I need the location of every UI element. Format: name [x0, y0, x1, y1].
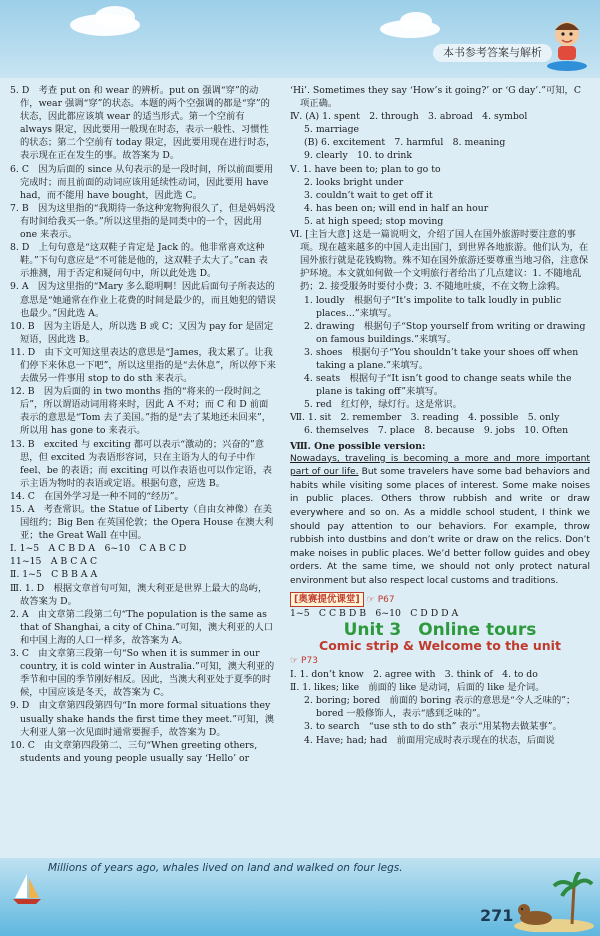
answer-item: 6. C 因为后面的 since 从句表示的是一段时间，所以前面要用完成时；而且前面的动词应该用延续性动词，因此要用 have had，而不能用 have bought，因此选 C。	[10, 163, 274, 201]
answer-item: 7. B 因为这里指的“我期待一条这种宠物狗很久了，但是妈妈没有时间给我买一条。”所以这里指的是同类中的一个，因此用 one 来表示。	[10, 202, 276, 241]
page-ref-icon: ☞	[366, 594, 375, 605]
page-number: 271	[480, 906, 514, 925]
answer-item: 12. B 因为后面的 in two months 指的“将来的一段时间之后”，所以谓语动词用将来时，因此 A 不对；而 C 和 D 前面表示的意思是“Tom 去了美国。”指的是“去了某地还未回来”，所以用 has gone to 来表示。	[10, 386, 272, 437]
answer-item: Ⅰ. 1. don’t know 2. agree with 3. think of 4. to do	[290, 669, 538, 681]
answer-item: 4. Have; had; had 前面用完成时表示现在的状态，后面说	[304, 734, 555, 746]
answer-item: 11~15 A B C A C	[10, 556, 98, 568]
answer-item: Ⅱ. 1~5 C B B A A	[10, 569, 98, 581]
footer-fun-fact: Millions of years ago, whales lived on land and walked on four legs.	[48, 862, 403, 874]
answer-item: Ⅳ. (A) 1. spent 2. through 3. abroad 4. symbol	[290, 111, 528, 123]
answer-item: Ⅲ. 1. D 根据文章首句可知，澳大利亚是世界上最大的岛屿，故答案为 D。	[10, 582, 268, 607]
left-answer-column	[10, 84, 276, 765]
answer-item: Ⅵ. [主旨大意] 这是一篇说明文，介绍了国人在国外旅游时要注意的事项。现在越来越多的中国人走出国门，到世界各地旅游。他们认为，在国外旅行就是花钱购物。殊不知在国外旅游还要尊重当地习俗，注意保护环境。本文就如何做一个文明旅行者给出了几点建议：1. 不随地乱扔；2. 接受服务时要付小费；3. 不随地吐痰，不在文物上涂鸦。	[290, 229, 589, 293]
answer-item: 8. D 上句句意是“这双鞋子肯定是 Jack 的。他非常喜欢这种鞋。”下句句意应是“不可能是他的，这双鞋子太大了。”can 表示推测，用于否定和疑问句中，所以此处选 D。	[10, 242, 268, 280]
answer-item: 11. D 由下文可知这里表达的意思是“James，我太累了。让我们停下来休息一下吧”，所以这里指的是“去休息”，所以停下来去做另一件事用 stop to do sth 来表示。	[10, 346, 276, 385]
page-header-title: 本书参考答案与解析	[433, 44, 552, 62]
answer-item: 9. D 由文章第四段第四句“In more formal situations they usually shake hands the first time they meet.”可知，澳大利亚人第一次见面时通常要握手，故答案为 D。	[10, 700, 275, 738]
answer-item: 9. A 因为这里指的“Mary 多么聪明啊！因此后面句子所表达的意思是“她通常在作业上花费的时间是最少的，而且她犯的错误也最少。”因此选 A。	[10, 281, 276, 319]
answer-item: 3. C 由文章第三段第一句“So when it is summer in our country, it is cold winter in Australia.”可知，澳大利亚的季节和中国的季节刚好相反。因此，当澳大利亚处于夏季的时候，中国应该是冬天，故答案为 C。	[10, 648, 275, 699]
olympiad-section	[290, 592, 590, 607]
olympiad-page-ref: P67	[377, 594, 395, 605]
answer-item: ‘Hi’. Sometimes they say ‘How’s it going?’ or ‘G day’.”可知，C 项正确。	[290, 85, 581, 110]
essay-heading: Ⅷ. One possible version:	[290, 440, 426, 452]
unit-title: Unit 3 Online tours	[343, 619, 537, 640]
answer-item: 1. loudly 根据句子“It’s impolite to talk loudly in public places...”来填写。	[304, 294, 562, 319]
answer-item: 3. to search “use sth to do sth” 表示“用某物去做某事”。	[304, 721, 562, 733]
answer-item: 13. B excited 与 exciting 都可以表示“激动的；兴奋的”意思，但 excited 为表语形容词，只在主语为人的句子中作 feel、be 的表语；而 exciting 可以作表语也可以作定语，表示主语为物时的表语或定语。根据句意，应选 B。	[10, 438, 272, 489]
unit-subtitle: Comic strip & Welcome to the unit	[319, 637, 561, 653]
answer-item: Ⅶ. 1. sit 2. remember 3. reading 4. possible 5. only	[290, 412, 560, 424]
cloud-decoration	[400, 12, 432, 30]
answer-item: 4. seats 根据句子“It isn’t good to change seats while the plane is taking off”来填写。	[304, 373, 572, 398]
unit-page-ref-row	[290, 654, 590, 668]
answer-item: 5. red 红灯停，绿灯行。这是常识。	[304, 399, 462, 411]
answer-item: 6. themselves 7. place 8. because 9. jobs 10. Often	[304, 425, 569, 437]
answer-item: 3. shoes 根据句子“You shouldn’t take your shoes off when taking a plane.”来填写。	[304, 346, 579, 371]
answer-item: 5. at high speed; stop moving	[304, 215, 444, 227]
answer-item: 2. looks bright under	[304, 176, 404, 188]
answer-item: Ⅴ. 1. have been to; plan to go to	[290, 163, 441, 175]
surfing-kid-illustration	[544, 16, 590, 74]
answer-item: 5. D 考查 put on 和 wear 的辨析。put on 强调“穿”的动作，wear 强调“穿”的状态。本题的两个空强调的都是“穿”的状态，因此都应该填 wear 的适当形式。第一个空前有 always 限定，因此要用一般现在时态，表示一般性、习惯性的状态；第二个空前有 today 限定，因此要用现在进行时态，表示现在正在发生的事。故答案为 D。	[10, 85, 276, 162]
answer-item: 9. clearly 10. to drink	[304, 150, 413, 162]
answer-item: 2. A 由文章第二段第二句“The population is the same as that of Shanghai, a city of China.”可知，澳大利亚的人口和中国上海的人口一样多，故答案为 A。	[10, 608, 274, 646]
essay-body: But some travelers have some bad behaviors and habits while visiting some places of interest. Some make noises in public places. Others throw rubbish and write or draw everywhere and so on. As a middle school student, I think we should pay attention to our behaviors. For example, throw rubbish into dustbins and don’t write or draw on the relics. Don’t make noises in public places. We’d better follow guides and obey orders. At the same time, we should not only protect natural environment but also respect local customs and traditions.	[290, 467, 590, 586]
right-answer-column	[290, 84, 590, 747]
olympiad-label: [奥赛提优课堂]	[290, 592, 364, 607]
header-sky	[0, 0, 600, 78]
sailboat-icon	[10, 872, 44, 906]
answer-item: 10. B 因为主语是人，所以选 B 或 C；又因为 pay for 是固定短语，因此选 B。	[10, 320, 274, 345]
answer-item: 4. has been on; will end in half an hour	[304, 202, 489, 214]
answer-item: Ⅱ. 1. likes; like 前面的 like 是动词，后面的 like 是介词。	[290, 682, 545, 694]
answer-item: 5. marriage	[304, 124, 360, 136]
essay-topic-sentence: Nowadays, traveling is becoming a more and more important part of our life.	[290, 453, 590, 478]
answer-item: 10. C 由文章第四段第二、三句“When greeting others, students and young people usually say ‘Hello’ or	[10, 739, 258, 764]
answer-item: Ⅰ. 1~5 A C B D A 6~10 C A B C D	[10, 543, 187, 555]
answer-item: 3. couldn’t wait to get off it	[304, 189, 433, 201]
sea-lion-palm-illustration	[514, 872, 594, 932]
sample-essay	[290, 453, 590, 589]
answer-item: (B) 6. excitement 7. harmful 8. meaning	[304, 137, 506, 149]
answer-item: 14. C 在国外学习是一种不同的“经历”。	[10, 490, 184, 502]
olympiad-answers: 1~5 C C B D B 6~10 C D D D A	[290, 607, 459, 619]
answer-item: 2. boring; bored 前面的 boring 表示的意思是“令人乏味的”；bored 一般修饰人，表示“感到乏味的”。	[304, 695, 576, 720]
cloud-decoration	[95, 6, 135, 28]
answer-item: 15. A 考查常识。the Statue of Liberty（自由女神像）在美国纽约；Big Ben 在英国伦敦；the Opera House 在澳大利亚；the Great Wall 在中国。	[10, 504, 274, 542]
page-ref-icon: ☞	[290, 655, 299, 666]
answer-item: 2. drawing 根据句子“Stop yourself from writing or drawing on famous buildings.”来填写。	[304, 320, 586, 345]
unit-page-ref: P73	[301, 655, 318, 666]
